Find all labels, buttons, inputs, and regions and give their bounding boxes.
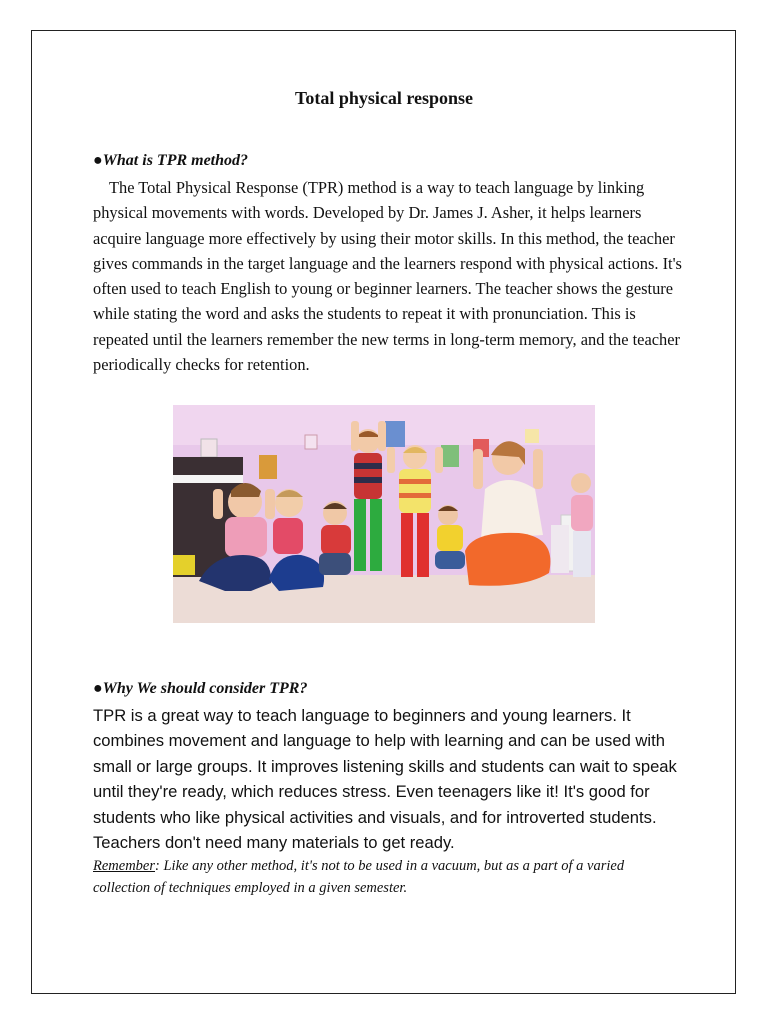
remember-separator: : (155, 858, 160, 874)
document-title: Total physical response (294, 88, 474, 108)
remember-text: Like any other method, it's not to be used in a vacuum, but as a part of a varied collection of techniques employed in a given semester. (93, 858, 625, 896)
paragraph-what-is-tpr: The Total Physical Response (TPR) method is a way to teach language by linking physical movements with words. Developed by Dr. James J. Asher, it helps learners acquire language more effectively by using their motor skills. In this method, the teacher gives commands in the target language and the learners respond with physical actions. It's often used to teach English to young or beginner learners. The teacher shows the gesture while stating the word and asks the students to repeat it with pronunciation. This is repeated until the learners remember the new terms in long-term memory, and the teacher periodically checks for retention. (93, 178, 682, 375)
bullet-icon: ● (93, 680, 103, 697)
bullet-icon: ● (93, 152, 103, 169)
remember-label: Remember (93, 858, 156, 874)
classroom-photo (173, 405, 595, 623)
section-heading-what-is-tpr (93, 152, 248, 170)
remember-note (93, 855, 683, 899)
paragraph-why-tpr: TPR is a great way to teach language to beginners and young learners. It combines movement and language to help with learning and can be used with small or large groups. It improves listening skills and students can wait to speak until they're ready, which reduces stress. Even teenagers like it! It's good for students who like physical activities and visuals, and for introverted students. Teachers don't need many materials to get ready. (93, 706, 677, 853)
heading-text: What is TPR method? (102, 152, 249, 169)
section-heading-why-tpr (93, 680, 307, 698)
heading-text: Why We should consider TPR? (102, 680, 308, 697)
